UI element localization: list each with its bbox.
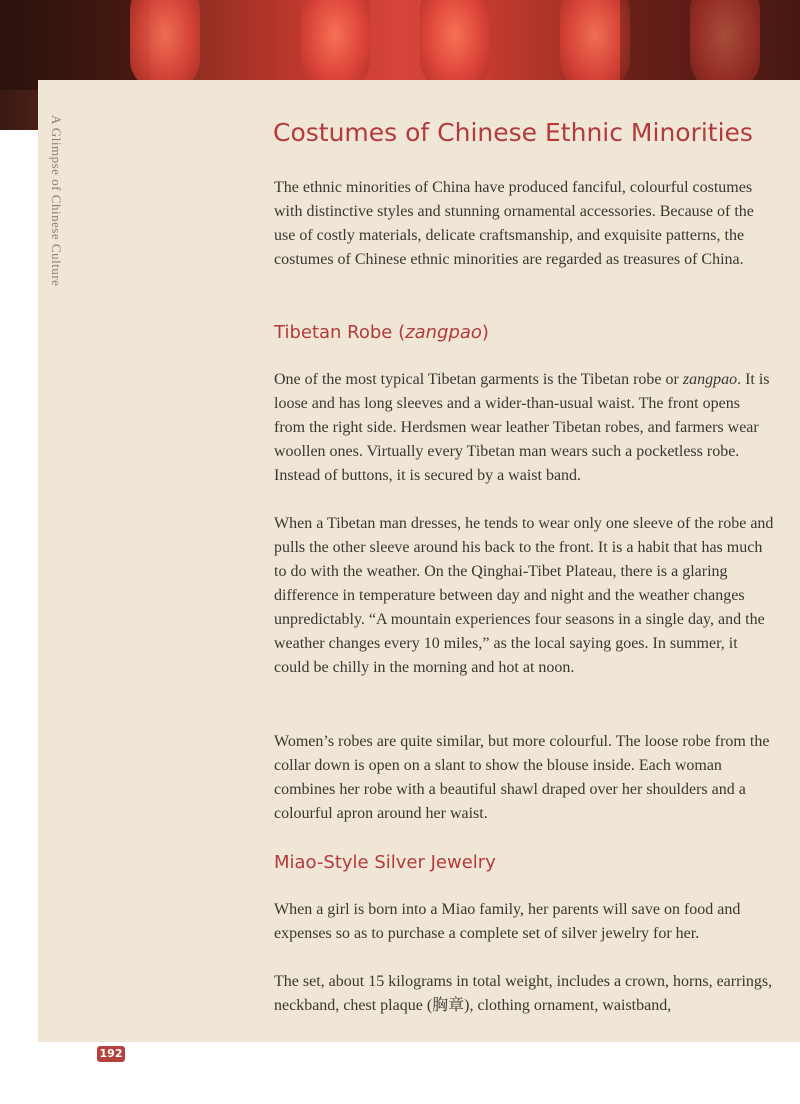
book-title-vertical: A Glimpse of Chinese Culture bbox=[49, 115, 64, 287]
page-title: Costumes of Chinese Ethnic Minorities bbox=[273, 118, 753, 147]
section-heading-miao-silver: Miao-Style Silver Jewelry bbox=[274, 852, 496, 873]
section-heading-tibetan-robe bbox=[274, 322, 489, 343]
running-head bbox=[36, 115, 66, 315]
tibetan-robe-paragraph-2: When a Tibetan man dresses, he tends to wear only one sleeve of the robe and pulls the other sleeve around his back to the front. It is a habit that has much to do with the weather. On the Qinghai-Tibet Plateau, there is a glaring difference in temperature between day and night and the weather changes unpredictably. “A mountain experiences four seasons in a single day, and the weather changes every 10 miles,” as the local saying goes. In summer, it could be chilly in the morning and hot at noon. bbox=[274, 515, 774, 676]
page-number: 192 bbox=[97, 1046, 125, 1062]
miao-silver-paragraph-1: When a girl is born into a Miao family, her parents will save on food and expenses so as to purchase a complete set of silver jewelry for her. bbox=[274, 901, 741, 942]
tibetan-robe-paragraph-3: Women’s robes are quite similar, but more colourful. The loose robe from the collar down is open on a slant to show the blouse inside. Each woman combines her robe with a beautiful shawl draped over her shoulders and a colourful apron around her waist. bbox=[274, 733, 770, 822]
tibetan-robe-paragraph-1: One of the most typical Tibetan garments is the Tibetan robe or zangpao. It is loose and has long sleeves and a wider-than-usual waist. The front opens from the right side. Herdsmen wear leather Tibetan robes, and farmers wear woollen ones. Virtually every Tibetan man wears such a pocketless robe. Instead of buttons, it is secured by a waist band. bbox=[274, 371, 770, 484]
section-heading-text: Tibetan Robe ( bbox=[274, 322, 406, 343]
intro-paragraph: The ethnic minorities of China have produced fanciful, colourful costumes with distinctive styles and stunning ornamental accessories. Because of the use of costly materials, delicate craftsmanship, and exquisite patterns, the costumes of Chinese ethnic minorities are regarded as treasures of China. bbox=[274, 179, 754, 268]
section-heading-italic: zangpao bbox=[405, 322, 482, 343]
miao-silver-paragraph-2: The set, about 15 kilograms in total weight, includes a crown, horns, earrings, neckband, chest plaque (胸章), clothing ornament, waistband, bbox=[274, 973, 773, 1014]
section-heading-close: ) bbox=[481, 322, 489, 343]
